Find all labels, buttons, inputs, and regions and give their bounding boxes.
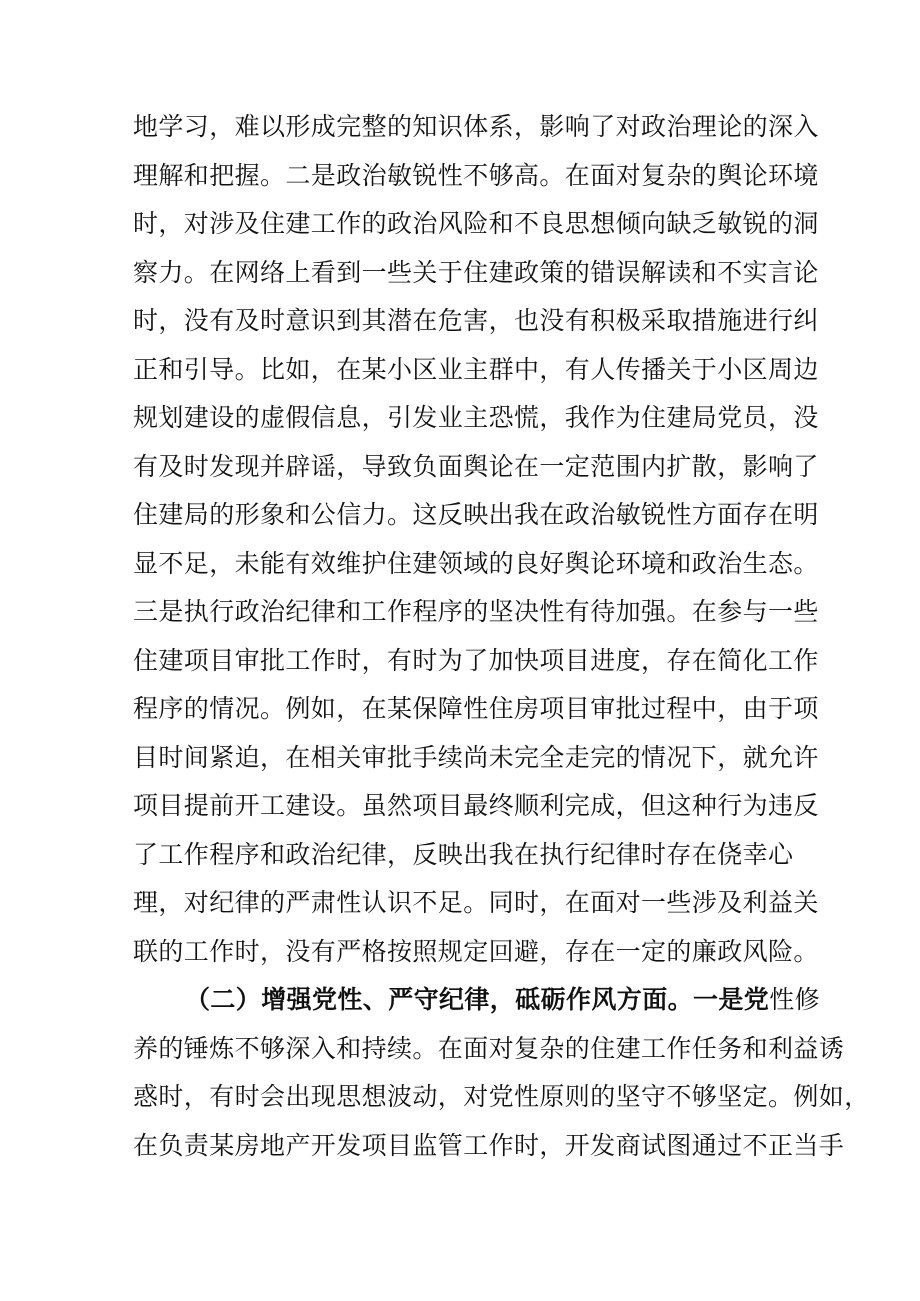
- text-line: 有及时发现并辟谣，导致负面舆论在一定范围内扩散，影响了: [133, 451, 819, 481]
- text-line: 住建局的形象和公信力。这反映出我在政治敏锐性方面存在明: [133, 500, 819, 529]
- section-heading: （二）增强党性、严守纪律，砥砺作风方面。一是党: [185, 985, 770, 1014]
- text-line: 惑时，有时会出现思想波动，对党性原则的坚守不够坚定。例如，: [133, 1082, 870, 1111]
- text-line: 程序的情况。例如，在某保障性住房项目审批过程中，由于项: [133, 694, 819, 723]
- text-line: 住建项目审批工作时，有时为了加快项目进度，存在简化工作: [133, 645, 819, 675]
- text-line: 在负责某房地产开发项目监管工作时，开发商试图通过不正当手: [133, 1130, 845, 1160]
- text-line: 察力。在网络上看到一些关于住建政策的错误解读和不实言论: [133, 257, 819, 287]
- text-line: 养的锤炼不够深入和持续。在面对复杂的住建工作任务和利益诱: [133, 1033, 845, 1063]
- text-line: 目时间紧迫，在相关审批手续尚未完全走完的情况下，就允许: [133, 742, 819, 772]
- text-line: 三是执行政治纪律和工作程序的坚决性有待加强。在参与一些: [133, 597, 819, 626]
- text-line: 联的工作时，没有严格按照规定回避，存在一定的廉政风险。: [133, 936, 819, 966]
- text-line: 理，对纪律的严肃性认识不足。同时，在面对一些涉及利益关: [133, 888, 819, 917]
- section-heading-continuation: 性修: [769, 985, 821, 1014]
- text-line: 正和引导。比如，在某小区业主群中，有人传播关于小区周边: [133, 354, 819, 384]
- text-line: 理解和把握。二是政治敏锐性不够高。在面对复杂的舆论环境: [133, 160, 819, 190]
- text-line: 项目提前开工建设。虽然项目最终顺利完成，但这种行为违反: [133, 791, 819, 820]
- text-line: 规划建设的虚假信息，引发业主恐慌，我作为住建局党员，没: [133, 403, 819, 432]
- text-line: 时，对涉及住建工作的政治风险和不良思想倾向缺乏敏锐的洞: [133, 209, 819, 238]
- text-line: 了工作程序和政治纪律，反映出我在执行纪律时存在侥幸心: [133, 839, 794, 869]
- section-heading-line: [133, 976, 821, 1025]
- text-line: 显不足，未能有效维护住建领域的良好舆论环境和政治生态。: [133, 548, 819, 578]
- text-line: 时，没有及时意识到其潜在危害，也没有积极采取措施进行纠: [133, 306, 819, 335]
- text-line: 地学习，难以形成完整的知识体系，影响了对政治理论的深入: [133, 112, 819, 141]
- body-text: [133, 103, 870, 1170]
